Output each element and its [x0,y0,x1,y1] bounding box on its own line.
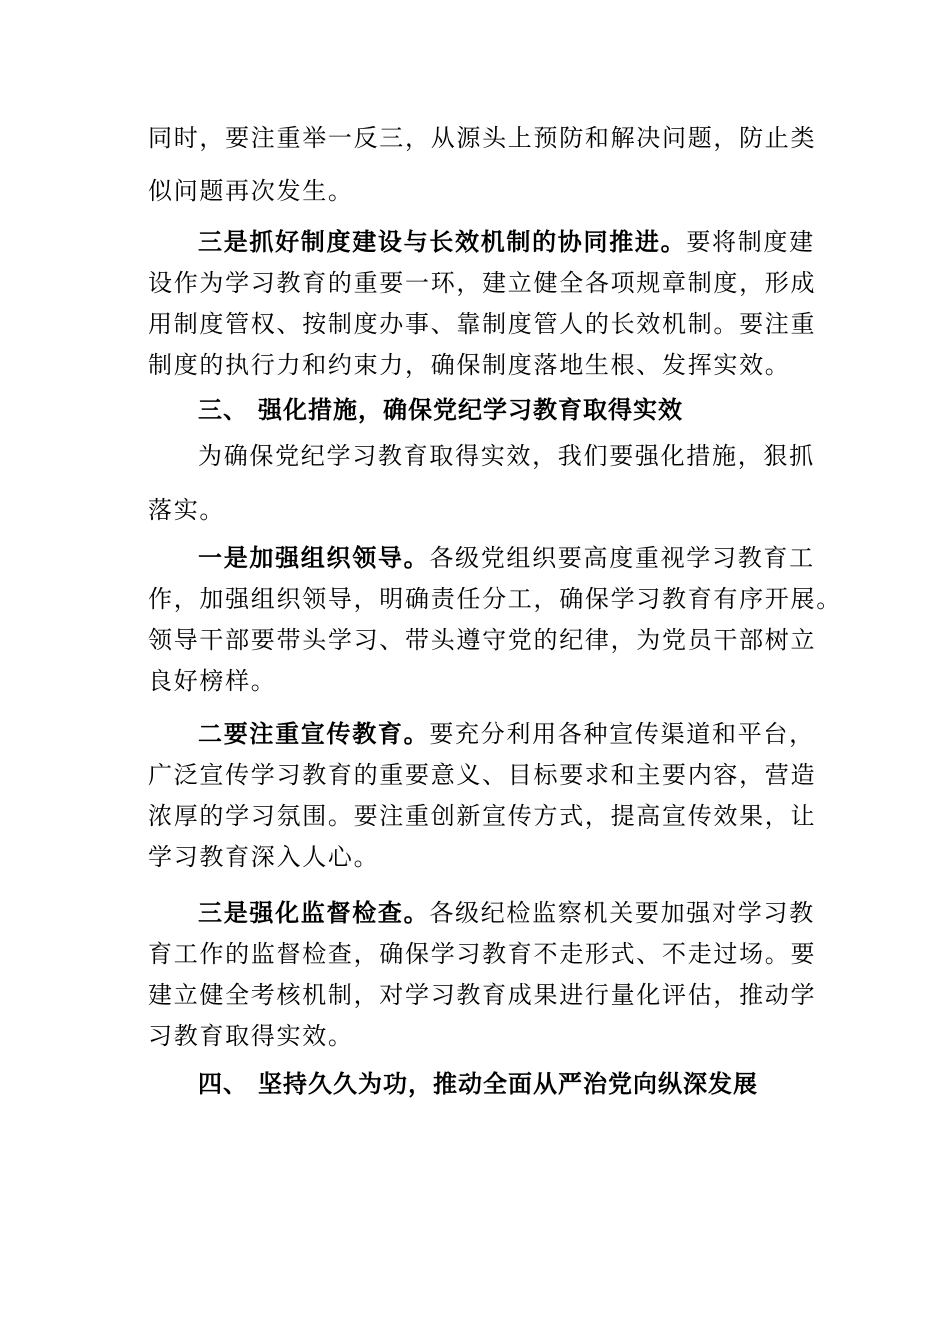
section-title: 强化措施，确保党纪学习教育取得实效 [258,396,683,424]
text-line [148,226,815,258]
text-line: 作，加强组织领导，明确责任分工，确保学习教育有序开展。 [148,585,842,613]
text-line: 同时，要注重举一反三，从源头上预防和解决问题，防止类 [148,124,817,152]
text-line [148,718,815,750]
paragraph-lead: 三是强化监督检查。 [198,899,430,927]
paragraph-continuation [148,122,817,207]
paragraph-system-building [148,226,817,381]
paragraph-publicity [148,718,817,873]
text-line: 习教育取得实效。 [148,1022,354,1050]
text-run: 要充分利用各种宣传渠道和平台， [429,720,815,748]
text-run: 各级纪检监察机关要加强对学习教 [429,899,815,927]
section-heading-4 [198,1068,758,1100]
text-line: 育工作的监督检查，确保学习教育不走形式、不走过场。要 [148,940,817,968]
text-line: 似问题再次发生。 [148,177,354,205]
text-line: 学习教育深入人心。 [148,843,380,871]
section-number: 三、 [198,396,248,424]
text-line [148,897,815,929]
text-line: 为确保党纪学习教育取得实效，我们要强化措施，狠抓 [198,442,815,470]
paragraph-supervision [148,897,817,1052]
section-number: 四、 [198,1070,248,1098]
section-heading-3 [198,394,683,426]
text-line: 落实。 [148,496,226,524]
text-line: 制度的执行力和约束力，确保制度落地生根、发挥实效。 [148,351,791,379]
text-line [148,542,815,574]
paragraph-organization [148,542,842,697]
paragraph-lead: 二要注重宣传教育。 [198,720,430,748]
paragraph-intro [148,440,815,526]
text-line: 良好榜样。 [148,667,277,695]
paragraph-lead: 一是加强组织领导。 [198,544,430,572]
text-line: 建立健全考核机制，对学习教育成果进行量化评估，推动学 [148,981,817,1009]
text-run: 各级党组织要高度重视学习教育工 [429,544,815,572]
text-line: 用制度管权、按制度办事、靠制度管人的长效机制。要注重 [148,310,817,338]
text-run: 要将制度建 [686,228,815,256]
text-line: 设作为学习教育的重要一环，建立健全各项规章制度，形成 [148,269,817,297]
text-line: 领导干部要带头学习、带头遵守党的纪律，为党员干部树立 [148,626,817,654]
text-line: 浓厚的学习氛围。要注重创新宣传方式，提高宣传效果，让 [148,802,817,830]
section-title: 坚持久久为功，推动全面从严治党向纵深发展 [258,1070,758,1098]
text-line: 广泛宣传学习教育的重要意义、目标要求和主要内容，营造 [148,761,817,789]
paragraph-lead: 三是抓好制度建设与长效机制的协同推进。 [198,228,687,256]
